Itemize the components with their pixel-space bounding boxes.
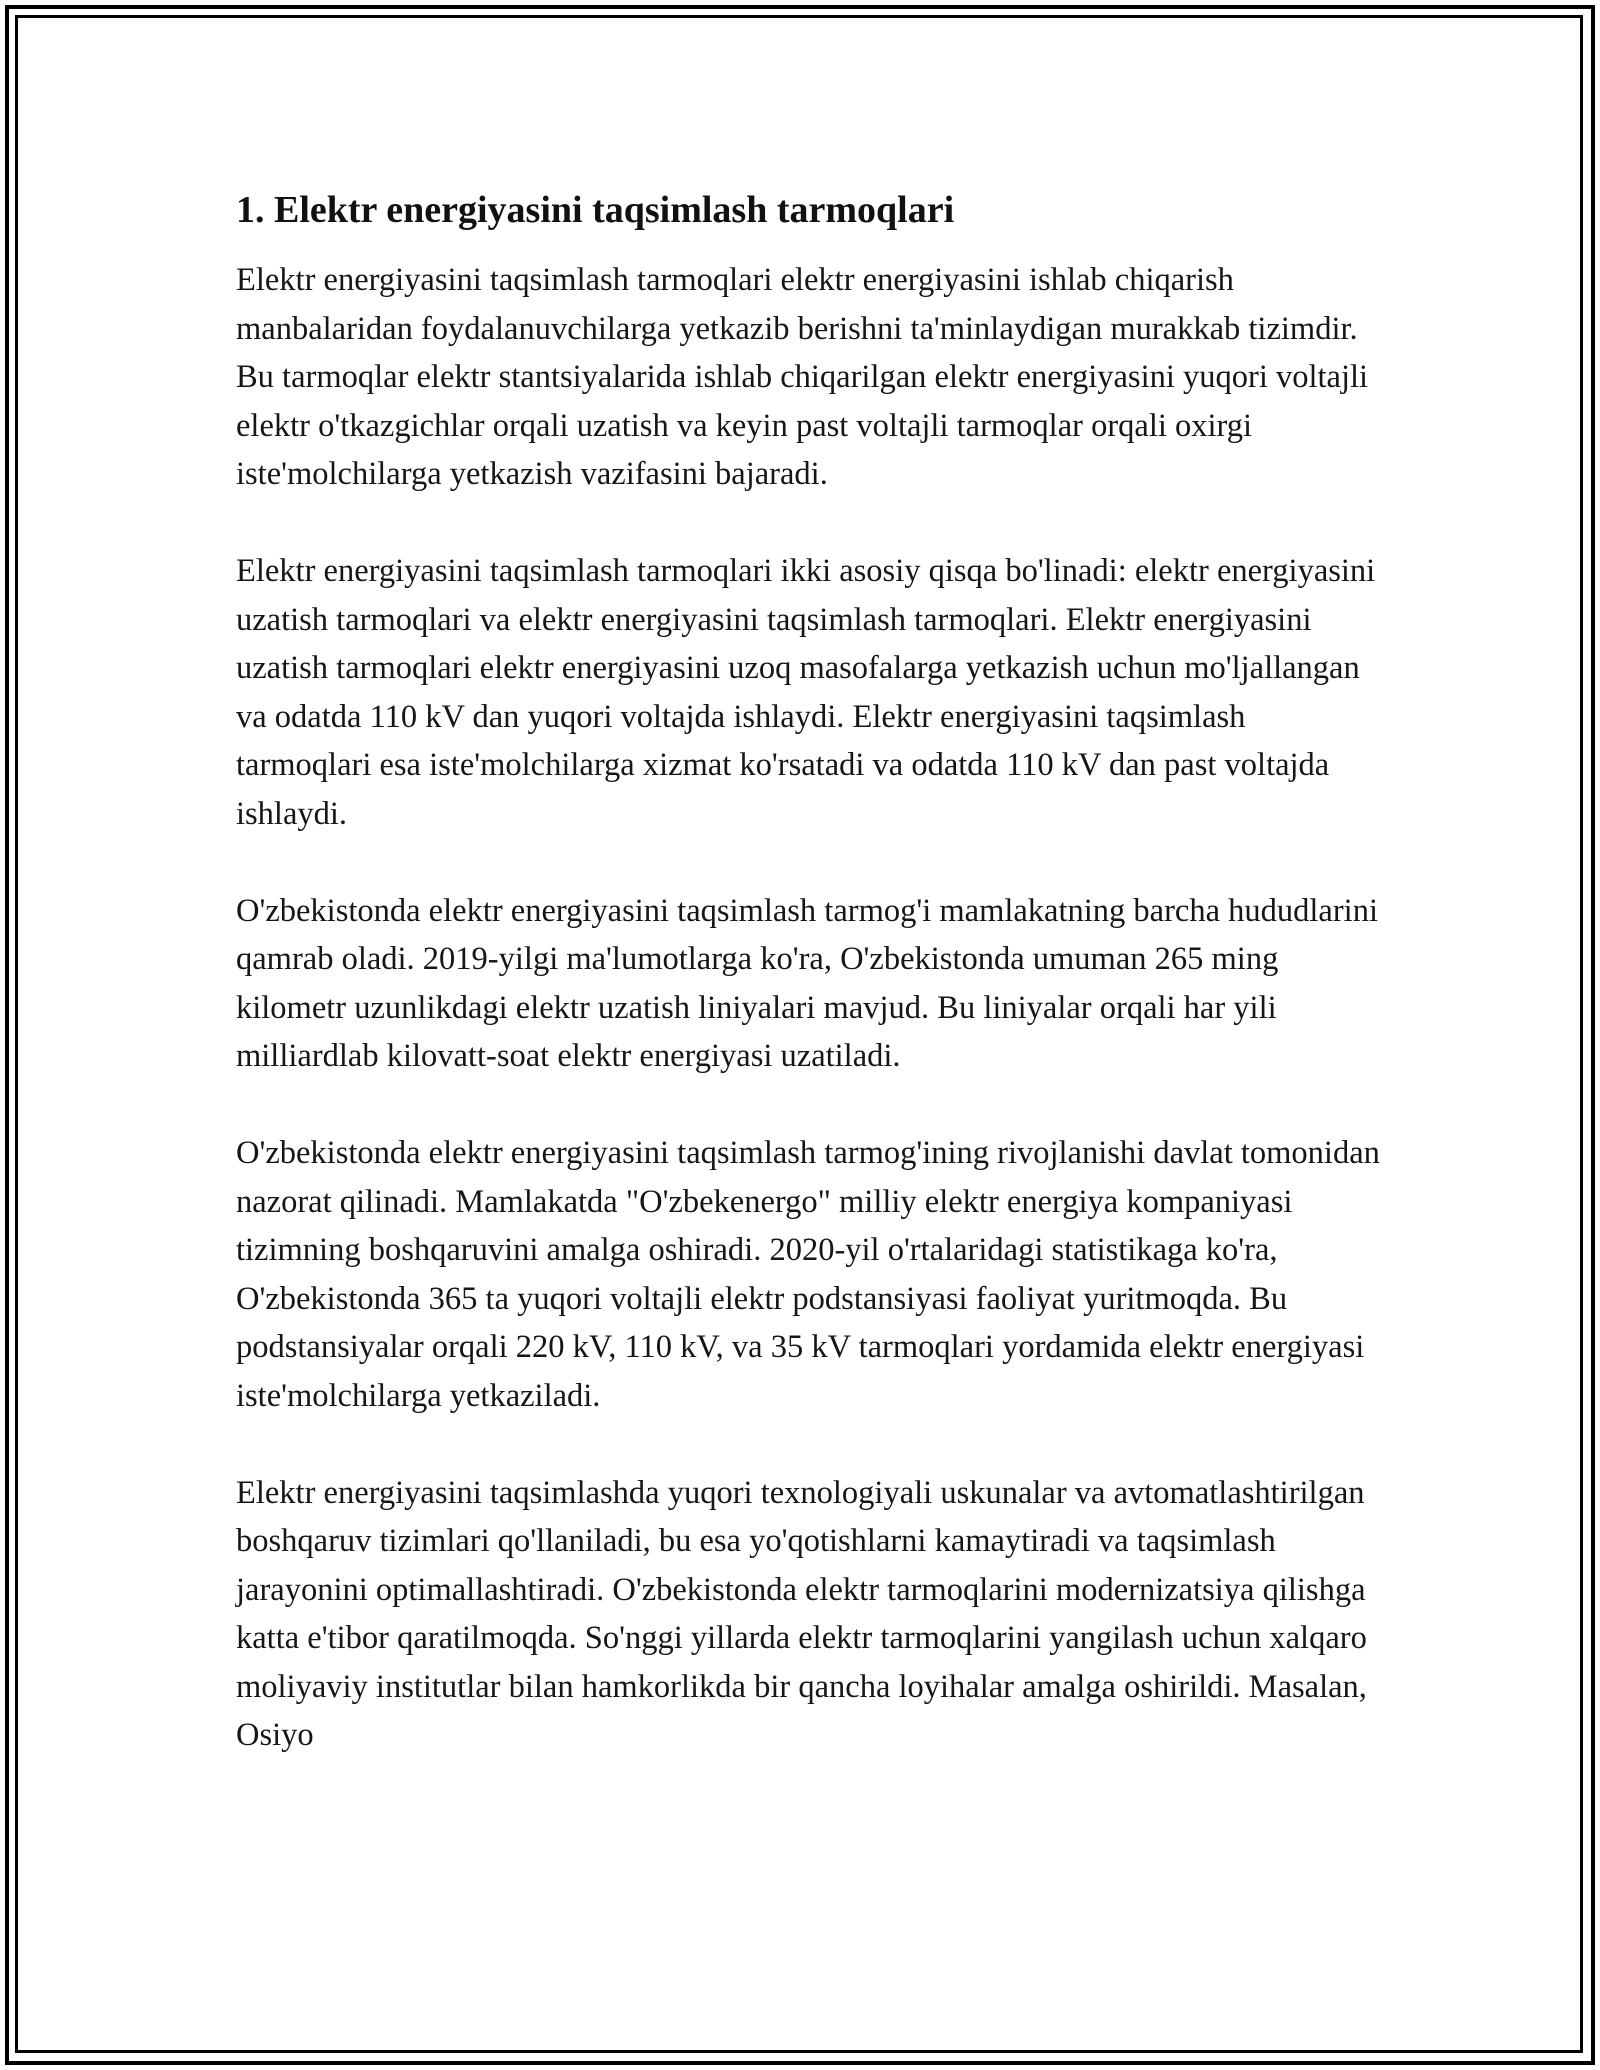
- document-body: [236, 186, 1386, 1808]
- paragraph-intro: Elektr energiyasini taqsimlash tarmoqlari elektr energiyasini ishlab chiqarish manbalaridan foydalanuvchilarga yetkazib berishni ta'minlaydigan murakkab tizimdir. Bu tarmoqlar elektr stantsiyalarida ishlab chiqarilgan elektr energiyasini yuqori voltajli elektr o'tkazgichlar orqali uzatish va keyin past voltajli tarmoqlar orqali oxirgi iste'molchilarga yetkazish vazifasini bajaradi.: [236, 262, 1369, 492]
- paragraph-state-control: O'zbekistonda elektr energiyasini taqsimlash tarmog'ining rivojlanishi davlat tomonidan nazorat qilinadi. Mamlakatda "O'zbekenergo" milliy elektr energiya kompaniyasi tizimning boshqaruvini amalga oshiradi. 2020-yil o'rtalaridagi statistikaga ko'ra, O'zbekistonda 365 ta yuqori voltajli elektr podstansiyasi faoliyat yuritmoqda. Bu podstansiyalar orqali 220 kV, 110 kV, va 35 kV tarmoqlari yordamida elektr energiyasi iste'molchilarga yetkaziladi.: [236, 1135, 1380, 1414]
- paragraph-network-types: Elektr energiyasini taqsimlash tarmoqlari ikki asosiy qisqa bo'linadi: elektr energiyasini uzatish tarmoqlari va elektr energiyasini taqsimlash tarmoqlari. Elektr energiyasini uzatish tarmoqlari elektr energiyasini uzoq masofalarga yetkazish uchun mo'ljallangan va odatda 110 kV dan yuqori voltajda ishlaydi. Elektr energiyasini taqsimlash tarmoqlari esa iste'molchilarga xizmat ko'rsatadi va odatda 110 kV dan past voltajda ishlaydi.: [236, 553, 1376, 832]
- paragraph-uzbekistan-coverage: O'zbekistonda elektr energiyasini taqsimlash tarmog'i mamlakatning barcha hududlarini qamrab oladi. 2019-yilgi ma'lumotlarga ko'ra, O'zbekistonda umuman 265 ming kilometr uzunlikdagi elektr uzatish liniyalari mavjud. Bu liniyalar orqali har yili milliardlab kilovatt-soat elektr energiyasi uzatiladi.: [236, 892, 1378, 1074]
- paragraph-technology: Elektr energiyasini taqsimlashda yuqori texnologiyali uskunalar va avtomatlashtirilgan boshqaruv tizimlari qo'llaniladi, bu esa yo'qotishlarni kamaytiradi va taqsimlash jarayonini optimallashtiradi. O'zbekistonda elektr tarmoqlarini modernizatsiya qilishga katta e'tibor qaratilmoqda. So'nggi yillarda elektr tarmoqlarini yangilash uchun xalqaro moliyaviy institutlar bilan hamkorlikda bir qancha loyihalar amalga oshirildi. Masalan, Osiyo: [236, 1474, 1367, 1753]
- section-heading: 1. Elektr energiyasini taqsimlash tarmoqlari: [236, 189, 955, 231]
